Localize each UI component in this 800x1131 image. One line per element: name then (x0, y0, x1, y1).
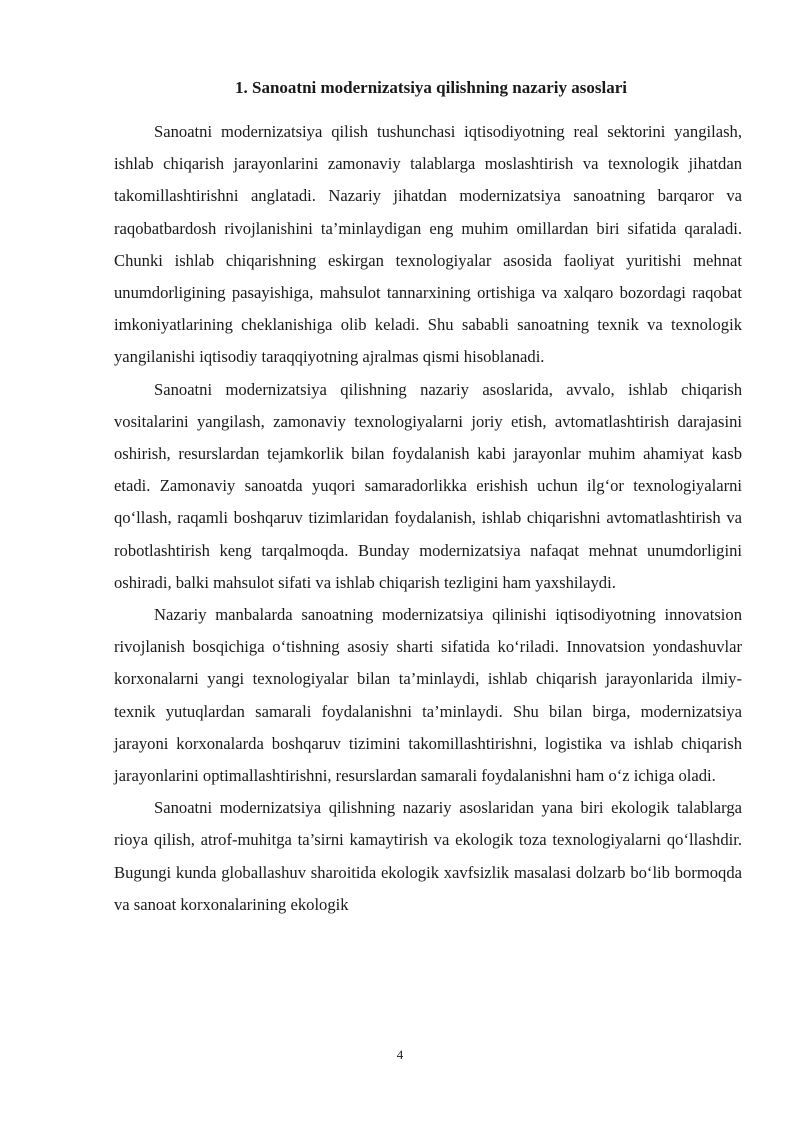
paragraph-4: Sanoatni modernizatsiya qilishning nazariy asoslaridan yana biri ekologik talablarga rioya qilish, atrof-muhitga ta’sirni kamaytirish va ekologik toza texnologiyalarni qo‘llashdir. Bugungi kunda globallashuv sharoitida ekologik xavfsizlik masalasi dolzarb bo‘lib bormoqda va sanoat korxonalarining ekologik (114, 798, 742, 914)
paragraph-1: Sanoatni modernizatsiya qilish tushunchasi iqtisodiyotning real sektorini yangilash, ishlab chiqarish jarayonlarini zamonaviy talablarga moslashtirish va texnologik jihatdan takomillashtirishni anglatadi. Nazariy jihatdan modernizatsiya sanoatning barqaror va raqobatbardosh rivojlanishini ta’minlaydigan eng muhim omillardan biri sifatida qaraladi. Chunki ishlab chiqarishning eskirgan texnologiyalar asosida faoliyat yuritishi mehnat unumdorligining pasayishiga, mahsulot tannarxining ortishiga va xalqaro bozordagi raqobat imkoniyatlarining cheklanishiga olib keladi. Shu sababli sanoatning texnik va texnologik yangilanishi iqtisodiy taraqqiyotning ajralmas qismi hisoblanadi. (114, 122, 742, 367)
section-heading: 1. Sanoatni modernizatsiya qilishning nazariy asoslari (235, 78, 627, 97)
document-page (114, 74, 742, 921)
paragraph-3: Nazariy manbalarda sanoatning modernizatsiya qilinishi iqtisodiyotning innovatsion rivojlanish bosqichiga o‘tishning asosiy sharti sifatida ko‘riladi. Innovatsion yondashuvlar korxonalarni yangi texnologiyalar bilan ta’minlaydi, ishlab chiqarish jarayonlarida ilmiy-texnik yutuqlardan samarali foydalanishni ta’minlaydi. Shu bilan birga, modernizatsiya jarayoni korxonalarda boshqaruv tizimini takomillashtirishni, logistika va ishlab chiqarish jarayonlarini optimallashtirishni, resurslardan samarali foydalanishni ham o‘z ichiga oladi. (114, 605, 742, 786)
paragraph-2: Sanoatni modernizatsiya qilishning nazariy asoslarida, avvalo, ishlab chiqarish vositalarini yangilash, zamonaviy texnologiyalarni joriy etish, avtomatlashtirish darajasini oshirish, resurslardan tejamkorlik bilan foydalanish kabi jarayonlar muhim ahamiyat kasb etadi. Zamonaviy sanoatda yuqori samaradorlikka erishish uchun ilg‘or texnologiyalarni qo‘llash, raqamli boshqaruv tizimlaridan foydalanish, ishlab chiqarishni avtomatlashtirish va robotlashtirish keng tarqalmoqda. Bunday modernizatsiya nafaqat mehnat unumdorligini oshiradi, balki mahsulot sifati va ishlab chiqarish tezligini ham yaxshilaydi. (114, 379, 742, 592)
page-number: 4 (396, 1047, 404, 1062)
